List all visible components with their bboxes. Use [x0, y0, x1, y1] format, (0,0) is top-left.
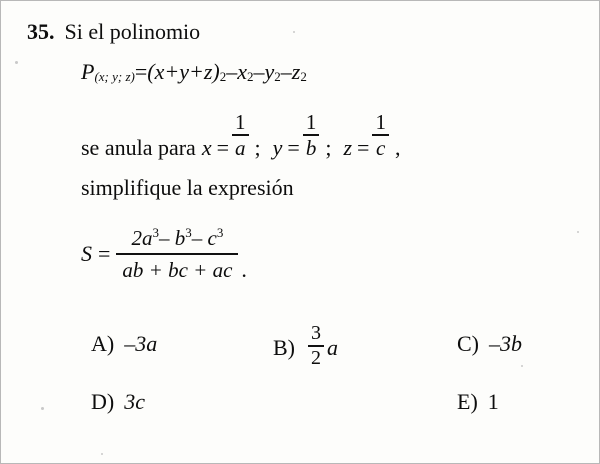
polynomial-exponent-2: 2	[247, 69, 254, 84]
polynomial-term-4: –z	[280, 59, 301, 84]
problem-statement-line	[27, 19, 200, 45]
substitution-line	[81, 110, 401, 161]
polynomial-term-3: –y	[253, 59, 275, 84]
statement-text: Si el polinomio	[64, 19, 201, 44]
x-numerator: 1	[235, 110, 246, 134]
y-variable: y	[272, 134, 283, 160]
polynomial-term-2: –x	[226, 59, 247, 84]
x-equals: =	[216, 134, 230, 160]
answer-option-e-label: E)	[457, 389, 478, 414]
s-equation	[81, 225, 247, 283]
answer-option-d-value: 3c	[124, 389, 145, 414]
polynomial-equals: =	[134, 59, 148, 84]
polynomial-exponent-3: 2	[274, 69, 281, 84]
answer-option-e-value: 1	[487, 389, 499, 414]
answer-option-d-label: D)	[91, 389, 115, 414]
separator-1: ;	[254, 134, 261, 160]
answer-options	[27, 322, 589, 437]
substitution-prefix: se anula para	[81, 134, 196, 160]
y-equals: =	[287, 134, 300, 160]
s-fraction-bar	[116, 253, 238, 255]
answer-option-e[interactable]	[457, 389, 499, 415]
answer-option-d[interactable]	[91, 389, 145, 415]
separator-3: ,	[394, 134, 401, 160]
y-numerator: 1	[305, 110, 317, 134]
answer-options-row-1	[27, 322, 589, 379]
polynomial-subscript: (x; y; z)	[94, 69, 135, 84]
answer-option-c-label: C)	[457, 331, 479, 356]
x-denominator: a	[235, 135, 246, 160]
answer-option-b-numerator: 3	[311, 322, 321, 344]
answer-option-a-label: A)	[91, 331, 115, 356]
answer-option-c-value: –3b	[489, 331, 522, 356]
scan-speckle	[101, 453, 103, 455]
z-equals: =	[357, 134, 370, 160]
scan-speckle	[577, 231, 579, 233]
s-numerator: $2a^3-$ $b^3-$ $c^3$	[131, 225, 224, 250]
s-denominator: ab + bc + ac	[122, 257, 233, 282]
s-expression	[81, 225, 247, 283]
z-variable: z	[343, 134, 353, 160]
z-numerator: 1	[375, 110, 386, 134]
x-variable: x	[201, 134, 212, 160]
question-number: 35.	[27, 19, 55, 44]
z-value-fraction	[372, 111, 389, 159]
answer-option-b[interactable]	[273, 322, 338, 371]
separator-2: ;	[325, 134, 332, 160]
s-equals: =	[98, 241, 111, 267]
s-period: .	[241, 257, 247, 283]
answer-option-a-value: –3a	[124, 331, 158, 356]
y-value-fraction	[303, 111, 320, 159]
x-value-fraction	[232, 111, 249, 159]
answer-option-b-denominator: 2	[311, 346, 321, 369]
z-denominator: c	[376, 135, 386, 160]
answer-option-b-label: B)	[273, 334, 295, 360]
s-fraction	[116, 225, 238, 283]
answer-option-c[interactable]	[457, 331, 522, 357]
polynomial-exponent-4: 2	[300, 69, 307, 84]
polynomial-exponent-1: 2	[219, 69, 227, 84]
scan-speckle	[293, 31, 295, 33]
scan-speckle	[15, 61, 18, 64]
polynomial-equation	[81, 59, 307, 85]
y-denominator: b	[305, 135, 317, 160]
answer-option-b-fraction	[308, 323, 324, 369]
s-lhs: S	[81, 241, 92, 267]
polynomial-name: P	[81, 59, 95, 84]
polynomial-expression: (x+y+z)	[147, 59, 220, 84]
instruction-line	[81, 175, 294, 201]
answer-option-a[interactable]	[91, 331, 157, 357]
answer-options-row-2	[27, 389, 589, 437]
instruction-text: simplifique la expresión	[81, 175, 294, 200]
answer-option-b-value: a	[327, 334, 338, 360]
